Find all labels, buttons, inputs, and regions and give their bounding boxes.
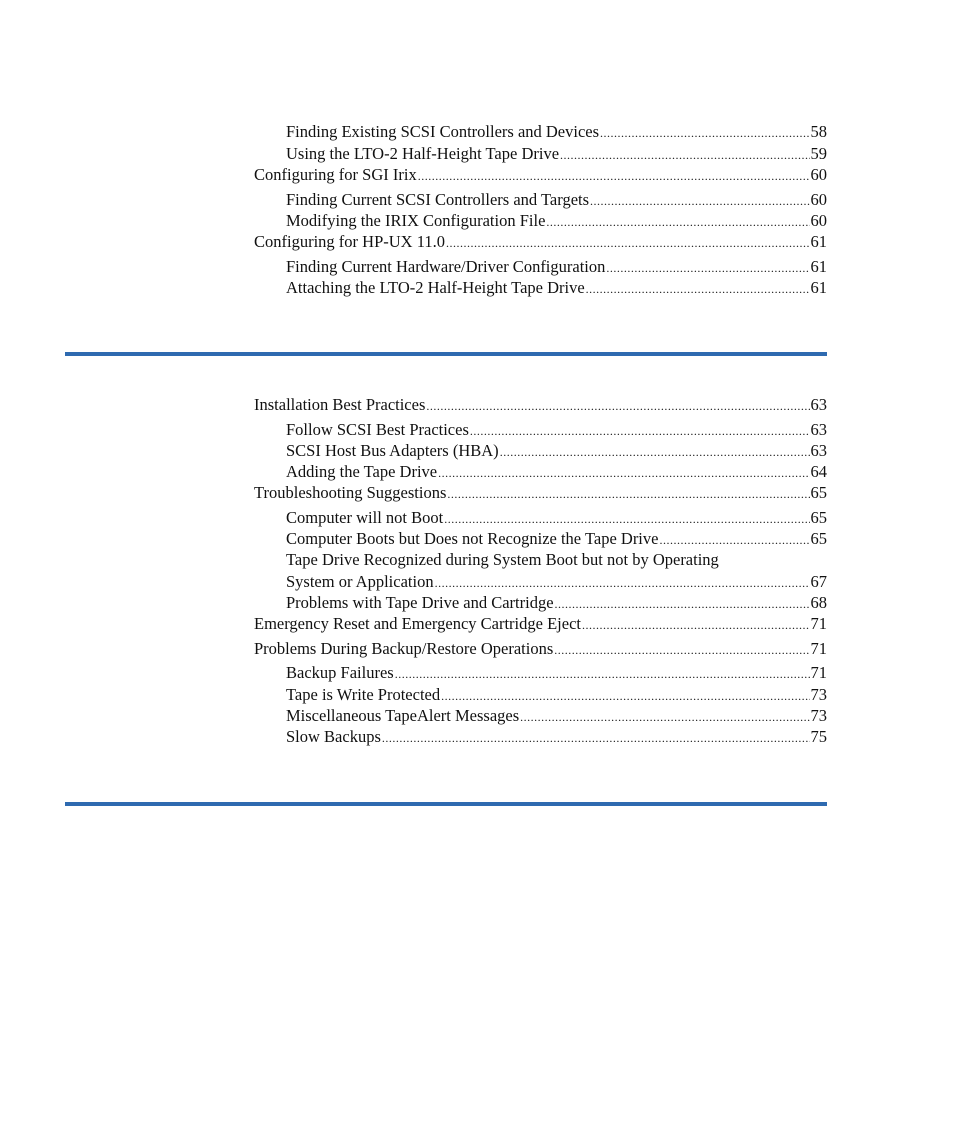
- toc-entry[interactable]: [286, 440, 827, 462]
- toc-entry-page: 65: [810, 483, 827, 502]
- toc-entry-title: Computer Boots but Does not Recognize the Tape Drive: [286, 529, 659, 548]
- toc-entry-title: Installation Best Practices: [254, 395, 426, 414]
- toc-entry-page: 58: [810, 122, 827, 141]
- toc-entry-title: Follow SCSI Best Practices: [286, 420, 469, 439]
- toc-entry[interactable]: [254, 394, 827, 416]
- toc-entry-title: Finding Current SCSI Controllers and Targets: [286, 190, 590, 209]
- dot-leader: [555, 593, 810, 615]
- dot-leader: [395, 663, 810, 685]
- toc-entry-page: 60: [810, 211, 827, 230]
- toc-entry-title: Adding the Tape Drive: [286, 462, 438, 481]
- toc-entry-title: Finding Current Hardware/Driver Configuration: [286, 257, 606, 276]
- dot-leader: [426, 395, 809, 417]
- toc-entry[interactable]: [286, 143, 827, 165]
- dot-leader: [554, 639, 809, 661]
- toc-entry-wrapped-continuation[interactable]: [286, 571, 827, 593]
- toc-entry-page: 63: [810, 441, 827, 460]
- dot-leader: [546, 211, 809, 233]
- toc-entry-title: Backup Failures: [286, 663, 394, 682]
- chapter-divider-rule: [65, 352, 827, 356]
- toc-entry-title: Troubleshooting Suggestions: [254, 483, 447, 502]
- toc-entry[interactable]: [286, 210, 827, 232]
- dot-leader: [586, 278, 810, 300]
- toc-entry-page: 73: [810, 685, 827, 704]
- toc-entry-page: 63: [810, 395, 827, 414]
- toc-entry[interactable]: [286, 592, 827, 614]
- dot-leader: [447, 483, 809, 505]
- toc-entry-page: 73: [810, 706, 827, 725]
- toc-entry[interactable]: [286, 684, 827, 706]
- toc-entry[interactable]: [286, 726, 827, 748]
- toc-entry-page: 61: [810, 278, 827, 297]
- dot-leader: [659, 529, 809, 551]
- dot-leader: [582, 614, 810, 636]
- toc-entry-title: SCSI Host Bus Adapters (HBA): [286, 441, 499, 460]
- toc-entry-title: Problems with Tape Drive and Cartridge: [286, 593, 554, 612]
- toc-entry-page: 61: [810, 232, 827, 251]
- toc-entry-title: Attaching the LTO-2 Half-Height Tape Drive: [286, 278, 585, 297]
- dot-leader: [444, 508, 809, 530]
- toc-entry-page: 63: [810, 420, 827, 439]
- toc-entry[interactable]: [286, 277, 827, 299]
- dot-leader: [441, 685, 809, 707]
- toc-entry-page: 68: [810, 593, 827, 612]
- dot-leader: [600, 122, 809, 144]
- dot-leader: [446, 232, 810, 254]
- toc-entry[interactable]: [286, 461, 827, 483]
- toc-entry-page: 59: [810, 144, 827, 163]
- dot-leader: [438, 462, 809, 484]
- toc-entry[interactable]: [254, 638, 827, 660]
- toc-entry[interactable]: [286, 528, 827, 550]
- toc-entry-title: Computer will not Boot: [286, 508, 444, 527]
- chapter-divider-rule: [65, 802, 827, 806]
- toc-entry[interactable]: [286, 662, 827, 684]
- toc-entry-title: Slow Backups: [286, 727, 381, 746]
- dot-leader: [418, 165, 810, 187]
- toc-entry[interactable]: [286, 705, 827, 727]
- toc-entry-title-continuation: System or Application: [286, 572, 434, 591]
- toc-entry-wrapped-first-line[interactable]: [286, 549, 827, 571]
- toc-entry-title: Tape is Write Protected: [286, 685, 441, 704]
- toc-entry-title: Using the LTO-2 Half-Height Tape Drive: [286, 144, 560, 163]
- toc-entry[interactable]: [286, 507, 827, 529]
- dot-leader: [590, 190, 809, 212]
- dot-leader: [606, 257, 809, 279]
- toc-entry[interactable]: [254, 613, 827, 635]
- toc-entry-page: 60: [810, 190, 827, 209]
- toc-entry[interactable]: [254, 231, 827, 253]
- toc-entry[interactable]: [286, 121, 827, 143]
- toc-entry-title: Tape Drive Recognized during System Boot but not by Operating: [286, 550, 719, 569]
- toc-entry-title: Configuring for HP-UX 11.0: [254, 232, 445, 251]
- toc-entry-title: Problems During Backup/Restore Operations: [254, 639, 554, 658]
- dot-leader: [520, 706, 809, 728]
- dot-leader: [560, 144, 809, 166]
- toc-entry-page: 65: [810, 508, 827, 527]
- toc-entry[interactable]: [286, 189, 827, 211]
- toc-entry-title: Emergency Reset and Emergency Cartridge Eject: [254, 614, 581, 633]
- toc-entry-page: 61: [810, 257, 827, 276]
- toc-entry-page: 60: [810, 165, 827, 184]
- toc-entry-title: Configuring for SGI Irix: [254, 165, 417, 184]
- dot-leader: [382, 727, 810, 749]
- toc-entry-page: 67: [810, 572, 827, 591]
- toc-entry-page: 71: [810, 614, 827, 633]
- toc-entry[interactable]: [254, 482, 827, 504]
- dot-leader: [500, 441, 810, 463]
- toc-entry[interactable]: [286, 256, 827, 278]
- toc-entry[interactable]: [286, 419, 827, 441]
- toc-entry-page: 71: [810, 639, 827, 658]
- toc-entry-title: Miscellaneous TapeAlert Messages: [286, 706, 520, 725]
- toc-entry-title: Modifying the IRIX Configuration File: [286, 211, 546, 230]
- toc-entry-page: 75: [810, 727, 827, 746]
- toc-entry-title: Finding Existing SCSI Controllers and Devices: [286, 122, 600, 141]
- toc-entry-page: 65: [810, 529, 827, 548]
- toc-entry-page: 64: [810, 462, 827, 481]
- toc-entry-page: 71: [810, 663, 827, 682]
- dot-leader: [470, 420, 810, 442]
- toc-entry[interactable]: [254, 164, 827, 186]
- dot-leader: [435, 572, 810, 594]
